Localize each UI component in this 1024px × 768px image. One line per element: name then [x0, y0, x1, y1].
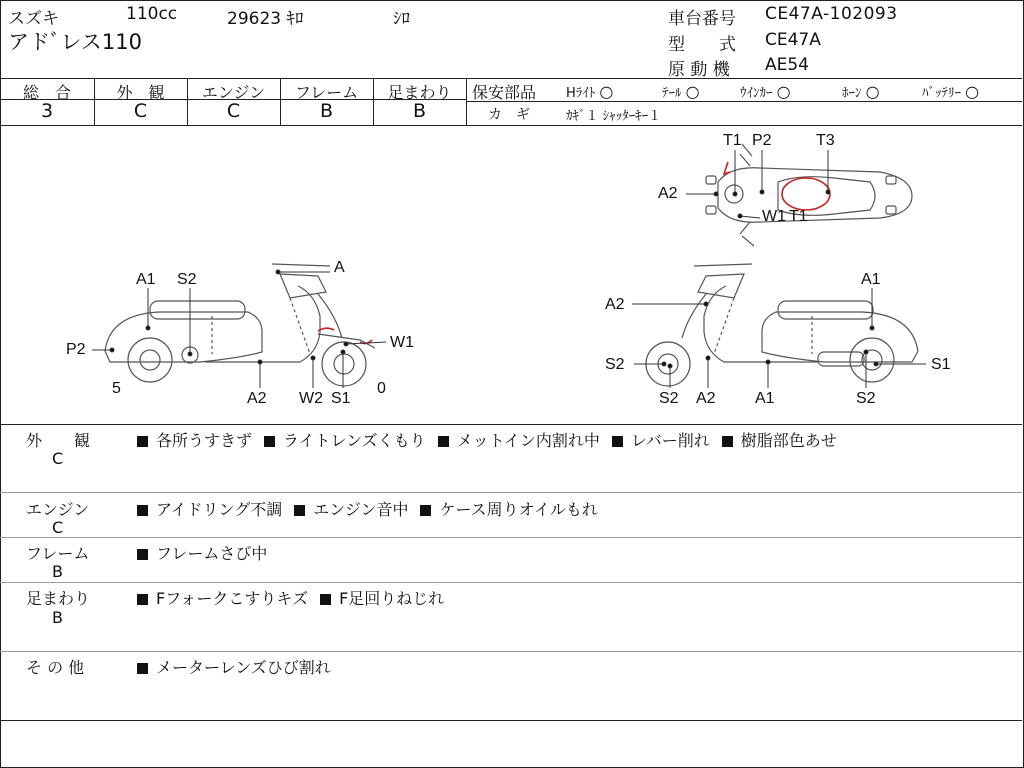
comment-category: フレーム [26, 544, 90, 563]
diagram-label: A1 [861, 271, 881, 288]
bullet-icon [137, 436, 148, 447]
damage-marks [318, 162, 830, 344]
comment-item: 各所うすきず [137, 428, 252, 451]
comment-items [137, 655, 343, 678]
comment-category: 足まわり [26, 589, 91, 608]
comment-grade: C [52, 449, 64, 468]
model-name: アドﾞレス110 [8, 30, 142, 54]
mileage: 29623 ｷﾛ [227, 9, 304, 29]
divider [0, 492, 1022, 493]
comment-item: レバー削れ [612, 428, 710, 451]
bullet-icon [320, 594, 331, 605]
diagram-label: W1 [762, 208, 786, 225]
leader-lines-right [632, 288, 926, 388]
comment-items [137, 541, 279, 564]
diagram-label: S2 [856, 390, 876, 407]
key-label: カ ギ [488, 107, 530, 123]
bullet-icon [438, 436, 449, 447]
status-circle-icon: ○ [865, 82, 880, 101]
diagram-label: 0 [377, 380, 386, 397]
diagram-label: A2 [696, 390, 716, 407]
comment-item: フレームさび中 [137, 541, 267, 564]
diagram-label: P2 [66, 341, 86, 358]
divider [0, 537, 1022, 538]
comment-grade: B [52, 608, 63, 627]
frame-no: CE47A-102093 [765, 4, 898, 24]
diagram-label: A2 [605, 296, 625, 313]
diagram-label: S2 [605, 356, 625, 373]
bullet-icon [137, 549, 148, 560]
comment-grade: B [52, 562, 63, 581]
grade-engine: C [226, 100, 241, 122]
divider [0, 651, 1022, 652]
divider [0, 424, 1022, 425]
type-label: 型 式 [668, 35, 736, 55]
diagram-label: S2 [659, 390, 679, 407]
type-value: CE47A [765, 30, 821, 50]
grade-header-frame: フレーム [294, 83, 359, 102]
comment-items [137, 428, 849, 451]
frame-no-label: 車台番号 [668, 9, 736, 29]
grade-suspension: B [412, 100, 427, 122]
comment-items [137, 497, 610, 520]
bullet-icon [137, 505, 148, 516]
bullet-icon [722, 436, 733, 447]
divider [466, 101, 1022, 102]
maker: スズキ [8, 9, 59, 29]
grade-frame: B [319, 100, 334, 122]
diagram-label: W2 [299, 390, 323, 407]
bullet-icon [420, 505, 431, 516]
diagram-label: A1 [755, 390, 775, 407]
diagram-label: T1 [723, 132, 742, 149]
comment-category: 外 観 [26, 431, 91, 450]
comment-item: Fフォークこすりキズ [137, 586, 308, 609]
diagram-label: A2 [658, 185, 678, 202]
bullet-icon [612, 436, 623, 447]
diagram-label: S1 [331, 390, 351, 407]
comment-item: メーターレンズひび割れ [137, 655, 331, 678]
divider [0, 582, 1022, 583]
comment-category: エンジン [26, 500, 90, 519]
safety-item-battery: ﾊﾞｯﾃﾘｰ ○ [922, 82, 980, 101]
diagram-label: W1 [390, 334, 414, 351]
diagram-label: P2 [752, 132, 772, 149]
bullet-icon [137, 594, 148, 605]
comment-item: 樹脂部色あせ [722, 428, 837, 451]
key-value: ｶｷﾞ１ ｼｬｯﾀｰｷｰ１ [566, 109, 662, 124]
displacement: 110cc [126, 4, 178, 24]
diagram-label: S2 [177, 271, 197, 288]
diagram-label: A [334, 259, 345, 276]
status-circle-icon: ○ [776, 82, 791, 101]
diagram-label: T1 [789, 208, 808, 225]
safety-item-horn: ﾎｰﾝ ○ [842, 82, 880, 101]
safety-parts-label: 保安部品 [472, 83, 537, 102]
divider [0, 78, 1022, 79]
comment-grade: C [52, 518, 64, 537]
grade-exterior: C [133, 100, 148, 122]
grade-header-engine: エンジン [201, 83, 266, 102]
color: ｼﾛ [393, 9, 410, 29]
diagram-label: 5 [112, 380, 121, 397]
bullet-icon [294, 505, 305, 516]
comment-item: メットイン内割れ中 [438, 428, 600, 451]
diagram-label: A2 [247, 390, 267, 407]
comment-items [137, 586, 456, 609]
comment-item: ライトレンズくもり [264, 428, 426, 451]
engine-value: AE54 [765, 55, 810, 75]
comment-item: アイドリング不調 [137, 497, 282, 520]
grade-header-suspension: 足まわり [387, 83, 452, 102]
diagram-label: T3 [816, 132, 835, 149]
diagram-label: A1 [136, 271, 156, 288]
engine-label: 原 動 機 [668, 60, 730, 80]
comment-item: ケース周りオイルもれ [420, 497, 597, 520]
bullet-icon [137, 663, 148, 674]
comment-category: そ の 他 [26, 658, 85, 677]
diagram-label: S1 [931, 356, 951, 373]
status-circle-icon: ○ [599, 82, 614, 101]
safety-item-taillight: ﾃｰﾙ ○ [662, 82, 700, 101]
divider [0, 720, 1022, 721]
grade-header-overall: 総 合 [22, 83, 71, 102]
comment-item: エンジン音中 [294, 497, 408, 520]
bullet-icon [264, 436, 275, 447]
grade-header-exterior: 外 観 [116, 83, 165, 102]
comment-item: F足回りねじれ [320, 586, 444, 609]
safety-item-winker: ｳｲﾝｶｰ ○ [740, 82, 791, 101]
status-circle-icon: ○ [965, 82, 980, 101]
safety-item-headlight: Hﾗｲﾄ ○ [566, 82, 614, 101]
grade-overall: 3 [40, 100, 54, 122]
status-circle-icon: ○ [685, 82, 700, 101]
